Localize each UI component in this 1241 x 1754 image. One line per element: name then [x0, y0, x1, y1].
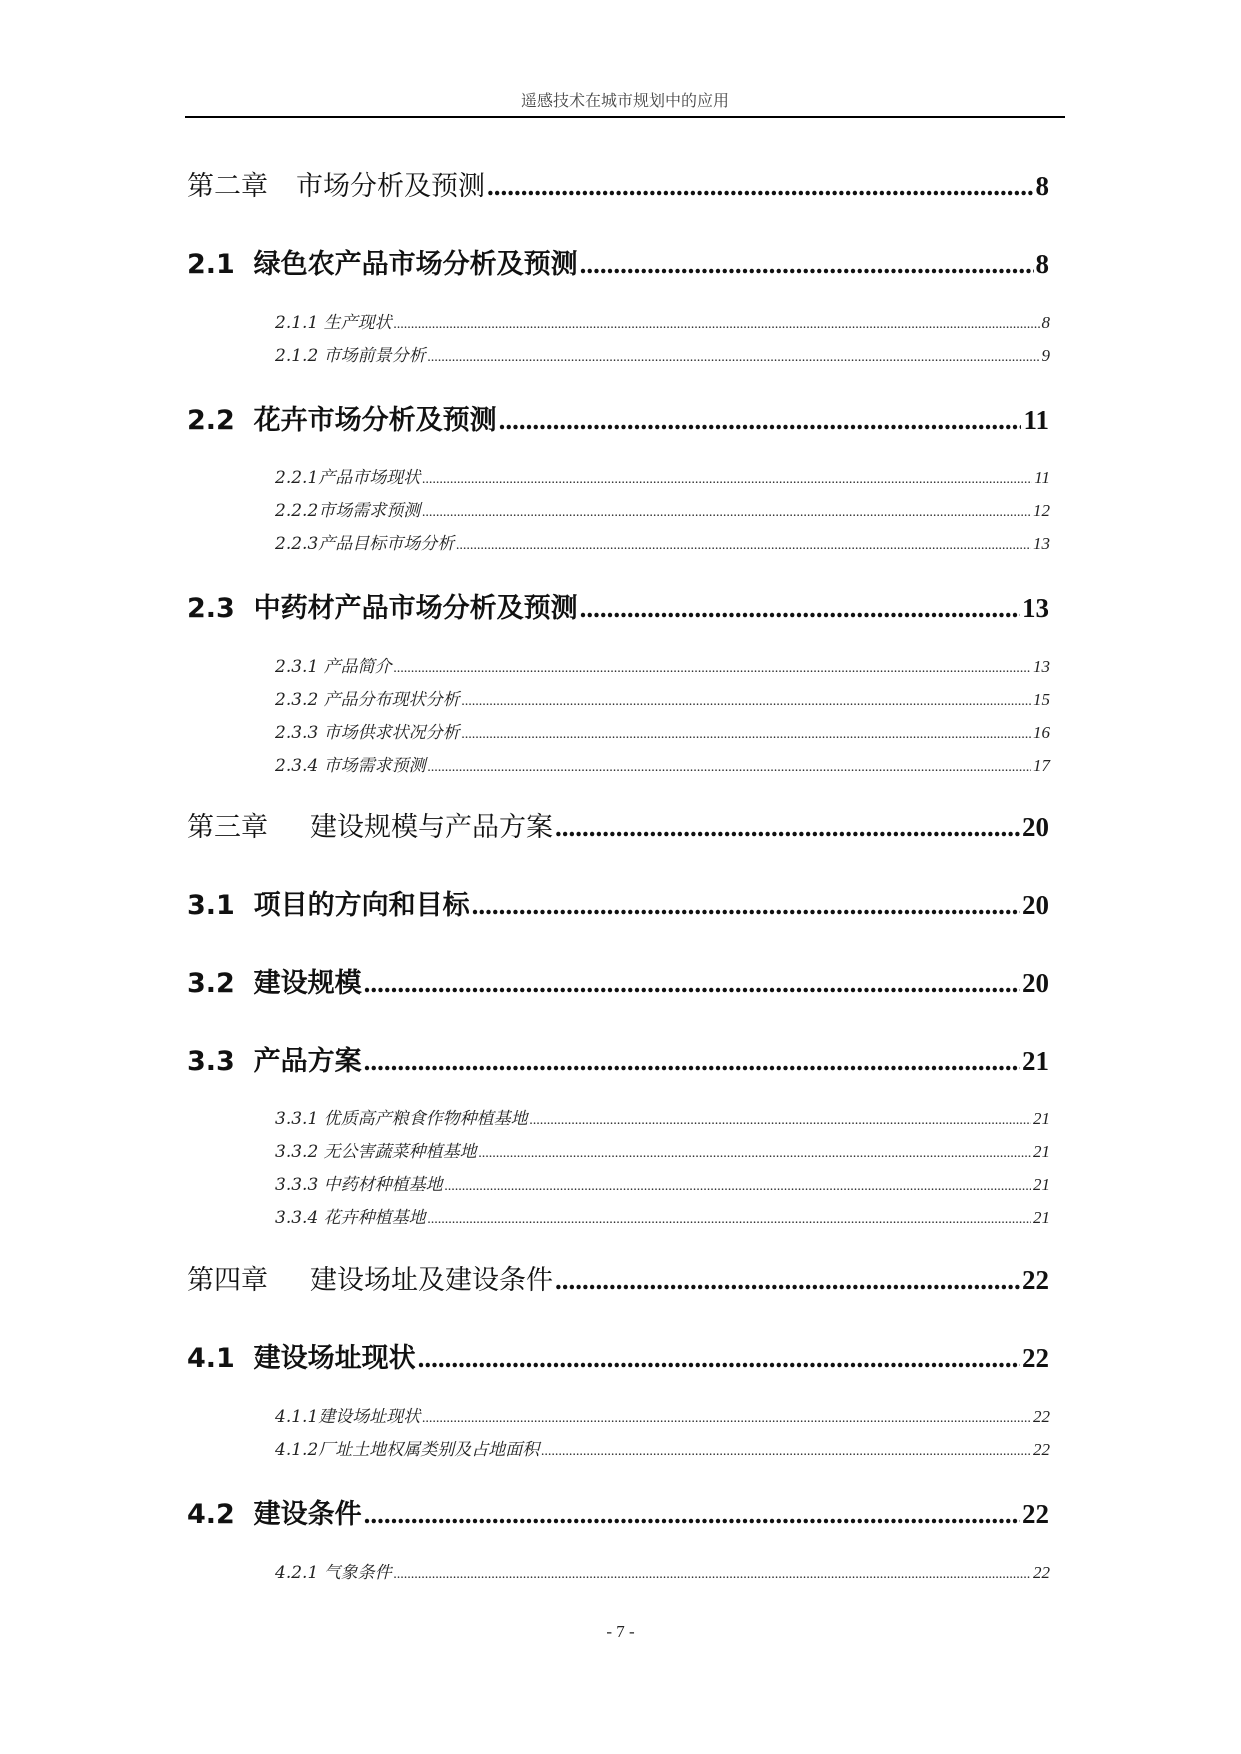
toc-section-number: 4.2 — [187, 1499, 235, 1530]
toc-entry-title: 建设条件 — [253, 1499, 362, 1530]
toc-entry-subsection[interactable] — [275, 496, 1050, 521]
toc-entry-title: 2.3.4 市场需求预测 — [275, 756, 426, 776]
page-number-footer: - 7 - — [606, 1622, 635, 1641]
toc-entry-subsection[interactable] — [275, 751, 1050, 776]
toc-page-number: 20 — [1022, 812, 1049, 842]
dot-leader — [555, 812, 1020, 843]
toc-page-number: 22 — [1022, 1499, 1049, 1529]
dot-leader — [428, 350, 1040, 366]
toc-page-number: 22 — [1033, 1407, 1050, 1426]
toc-entry-subsection[interactable] — [275, 1170, 1050, 1195]
toc-entry-title: 2.3.1 产品简介 — [275, 657, 392, 677]
toc-entry-chapter[interactable] — [187, 805, 1049, 844]
toc-entry-title: 2.2.2市场需求预测 — [275, 501, 421, 521]
dot-leader — [472, 890, 1020, 921]
toc-page-number: 22 — [1033, 1440, 1050, 1459]
toc-entry-title: 建设场址现状 — [253, 1343, 416, 1374]
toc-entry-title: 4.1.2厂址土地权属类别及占地面积 — [275, 1440, 540, 1460]
toc-entry-subsection[interactable] — [275, 463, 1050, 488]
dot-leader — [422, 505, 1031, 521]
toc-entry-subsection[interactable] — [275, 685, 1050, 710]
dot-leader — [445, 1179, 1031, 1195]
toc-entry-title: 绿色农产品市场分析及预测 — [253, 249, 578, 280]
dot-leader — [580, 249, 1034, 280]
toc-entry-title: 建设规模 — [253, 968, 362, 999]
toc-page-number: 20 — [1022, 968, 1049, 998]
toc-entry-section[interactable] — [187, 1336, 1049, 1375]
toc-entry-title: 3.3.3 中药材种植基地 — [275, 1175, 443, 1195]
toc-section-number: 4.1 — [187, 1343, 235, 1374]
dot-leader — [428, 760, 1031, 776]
toc-entry-subsection[interactable] — [275, 1402, 1050, 1427]
dot-leader — [499, 405, 1022, 436]
dot-leader — [364, 968, 1020, 999]
dot-leader — [394, 1567, 1031, 1583]
toc-page-number: 22 — [1033, 1563, 1050, 1582]
toc-entry-section[interactable] — [187, 883, 1049, 922]
toc-page-number: 20 — [1022, 890, 1049, 920]
toc-entry-section[interactable] — [187, 1039, 1049, 1078]
toc-entry-title: 市场分析及预测 — [296, 171, 485, 202]
toc-entry-chapter[interactable] — [187, 164, 1049, 203]
toc-entry-section[interactable] — [187, 398, 1049, 437]
toc-entry-title: 4.1.1建设场址现状 — [275, 1407, 421, 1427]
dot-leader — [555, 1265, 1020, 1296]
toc-page-number: 13 — [1033, 534, 1050, 553]
toc-entry-title: 3.3.2 无公害蔬菜种植基地 — [275, 1142, 477, 1162]
toc-chapter-number: 第二章 — [187, 171, 268, 202]
dot-leader — [364, 1046, 1020, 1077]
toc-page-number: 21 — [1033, 1208, 1050, 1227]
toc-entry-title: 项目的方向和目标 — [253, 890, 470, 921]
toc-chapter-number: 第三章 — [187, 812, 268, 843]
toc-entry-title: 2.3.2 产品分布现状分析 — [275, 690, 460, 710]
toc-entry-title: 2.1.1 生产现状 — [275, 313, 392, 333]
toc-entry-subsection[interactable] — [275, 1104, 1050, 1129]
toc-entry-title: 2.3.3 市场供求状况分析 — [275, 723, 460, 743]
toc-section-number: 3.2 — [187, 968, 235, 999]
toc-entry-title: 中药材产品市场分析及预测 — [253, 593, 578, 624]
dot-leader — [394, 661, 1031, 677]
toc-page-number: 12 — [1033, 501, 1050, 520]
toc-entry-section[interactable] — [187, 586, 1049, 625]
toc-entry-subsection[interactable] — [275, 652, 1050, 677]
toc-page-number: 11 — [1034, 468, 1050, 487]
toc-page-number: 21 — [1033, 1175, 1050, 1194]
toc-entry-title: 2.2.3产品目标市场分析 — [275, 534, 455, 554]
dot-leader — [422, 472, 1032, 488]
toc-page-number: 13 — [1033, 657, 1050, 676]
toc-entry-title: 2.2.1产品市场现状 — [275, 468, 421, 488]
toc-entry-subsection[interactable] — [275, 1435, 1050, 1460]
toc-entry-subsection[interactable] — [275, 1558, 1050, 1583]
toc-entry-subsection[interactable] — [275, 1203, 1050, 1228]
toc-page-number: 22 — [1022, 1343, 1049, 1373]
toc-page-number: 21 — [1033, 1142, 1050, 1161]
toc-section-number: 2.1 — [187, 249, 235, 280]
toc-section-number: 3.1 — [187, 890, 235, 921]
dot-leader — [479, 1146, 1031, 1162]
toc-page-number: 11 — [1023, 405, 1049, 435]
toc-entry-title: 建设场址及建设条件 — [310, 1265, 553, 1296]
dot-leader — [530, 1113, 1031, 1129]
toc-page-number: 8 — [1035, 249, 1049, 279]
dot-leader — [394, 317, 1040, 333]
dot-leader — [462, 727, 1031, 743]
toc-entry-title: 产品方案 — [253, 1046, 362, 1077]
toc-page-number: 13 — [1022, 593, 1049, 623]
toc-entry-section[interactable] — [187, 1492, 1049, 1531]
dot-leader — [580, 593, 1020, 624]
toc-entry-title: 3.3.4 花卉种植基地 — [275, 1208, 426, 1228]
dot-leader — [364, 1499, 1020, 1530]
toc-page-number: 22 — [1022, 1265, 1049, 1295]
toc-entry-title: 花卉市场分析及预测 — [253, 405, 497, 436]
toc-page-number: 21 — [1022, 1046, 1049, 1076]
dot-leader — [422, 1411, 1031, 1427]
toc-page-number: 8 — [1041, 313, 1050, 332]
dot-leader — [418, 1343, 1020, 1374]
toc-section-number: 3.3 — [187, 1046, 235, 1077]
toc-entry-chapter[interactable] — [187, 1258, 1049, 1297]
toc-entry-title: 建设规模与产品方案 — [310, 812, 553, 843]
toc-chapter-number: 第四章 — [187, 1265, 268, 1296]
toc-page-number: 8 — [1035, 171, 1049, 201]
toc-entry-subsection[interactable] — [275, 341, 1050, 366]
toc-page-number: 21 — [1033, 1109, 1050, 1128]
toc-page-number: 16 — [1033, 723, 1050, 742]
toc-section-number: 2.2 — [187, 405, 235, 436]
toc-entry-section[interactable] — [187, 242, 1049, 281]
toc-entry-subsection[interactable] — [275, 1137, 1050, 1162]
toc-entry-title: 2.1.2 市场前景分析 — [275, 346, 426, 366]
dot-leader — [541, 1444, 1031, 1460]
dot-leader — [428, 1212, 1031, 1228]
toc-page-number: 17 — [1033, 756, 1050, 775]
toc-entry-title: 4.2.1 气象条件 — [275, 1563, 392, 1583]
dot-leader — [487, 171, 1034, 202]
toc-entry-title: 3.3.1 优质高产粮食作物种植基地 — [275, 1109, 528, 1129]
toc-entry-subsection[interactable] — [275, 308, 1050, 333]
dot-leader — [456, 538, 1031, 554]
toc-page-number: 15 — [1033, 690, 1050, 709]
toc-section-number: 2.3 — [187, 593, 235, 624]
dot-leader — [462, 694, 1031, 710]
toc-entry-subsection[interactable] — [275, 718, 1050, 743]
toc-entry-section[interactable] — [187, 961, 1049, 1000]
running-header: 遥感技术在城市规划中的应用 — [185, 86, 1065, 118]
toc-entry-subsection[interactable] — [275, 529, 1050, 554]
toc-page-number: 9 — [1041, 346, 1050, 365]
